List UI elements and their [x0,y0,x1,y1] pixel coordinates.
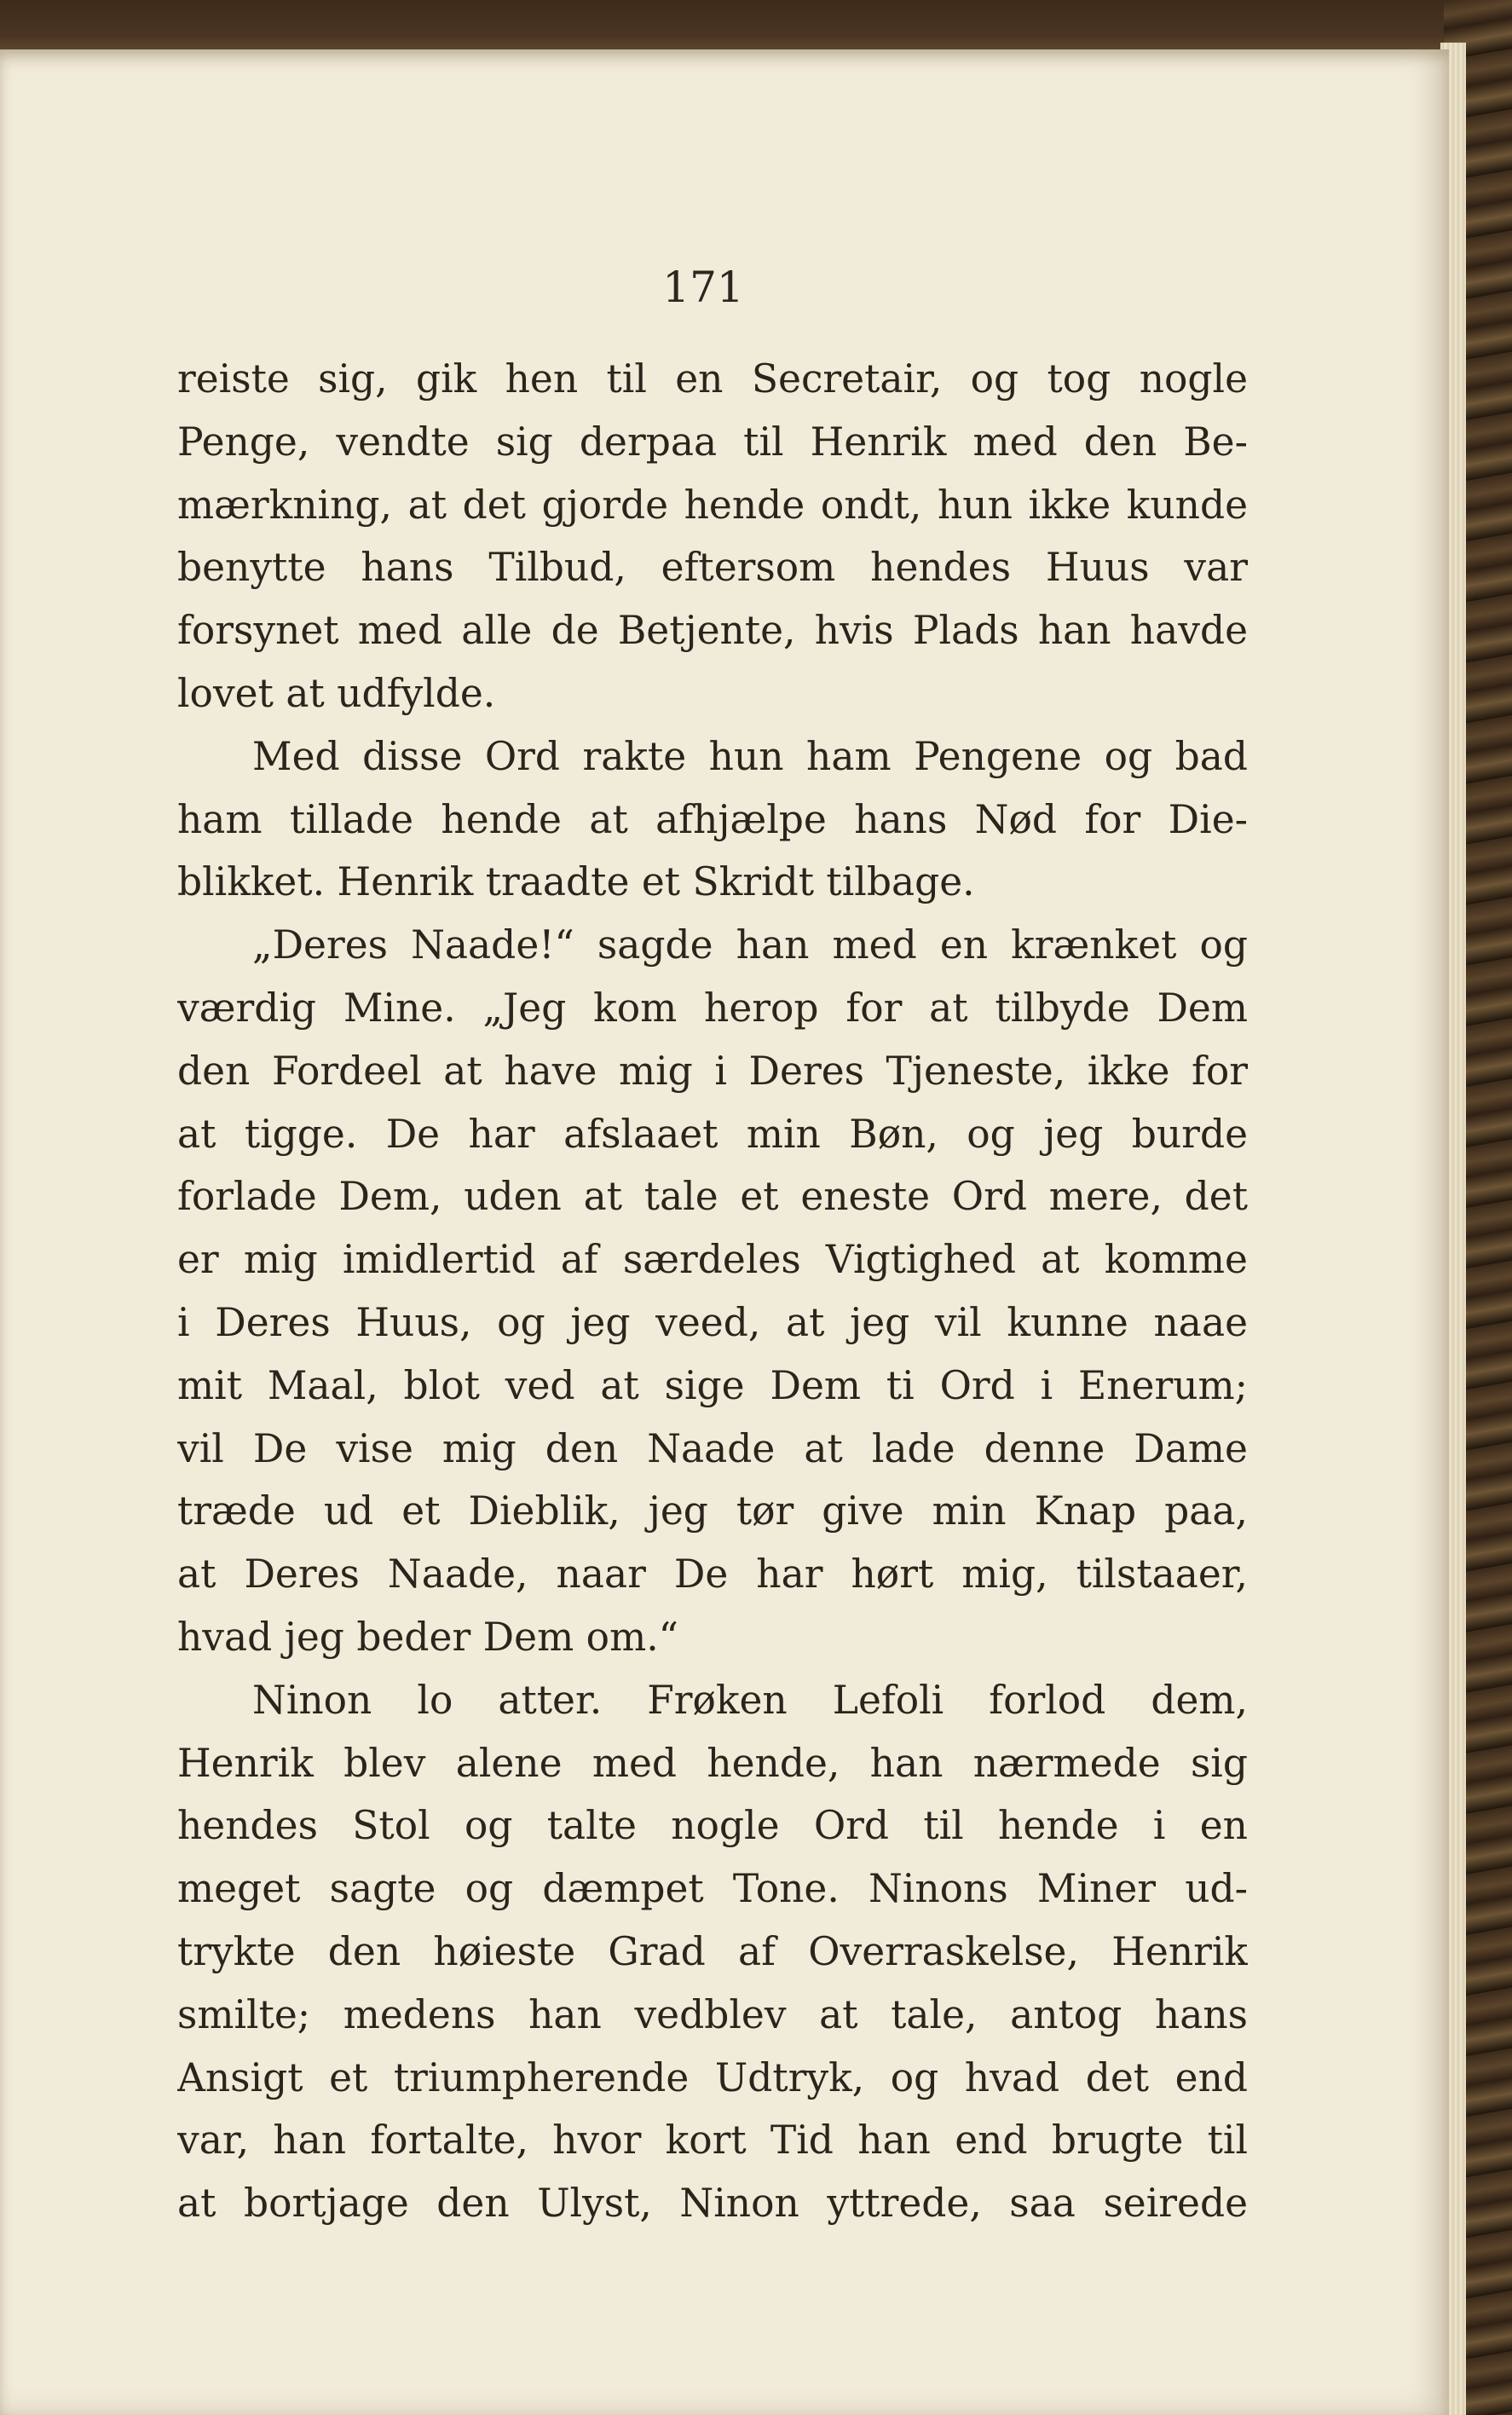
text-line: Ninon lo atter. Frøken Lefoli forlod dem, [252,1677,1248,1723]
text-line: lovet at udfylde. [177,670,496,716]
text-line: Ansigt et triumpherende Udtryk, og hvad det end [177,2054,1248,2100]
body-text [177,348,1248,2235]
text-line: mit Maal, blot ved at sige Dem ti Ord i Enerum; [177,1362,1248,1408]
text-line: forsynet med alle de Betjente, hvis Plads han havde [177,608,1248,654]
text-line: trykte den høieste Grad af Overraskelse, Henrik [177,1928,1248,1974]
text-line: at bortjage den Ulyst, Ninon yttrede, saa seirede [177,2181,1248,2227]
text-line: er mig imidlertid af særdeles Vigtighed at komme [177,1237,1248,1283]
text-line: den Fordeel at have mig i Deres Tjeneste, ikke for [177,1048,1248,1094]
text-line: at Deres Naade, naar De har hørt mig, tilstaaer, [177,1551,1248,1597]
text-line: var, han fortalte, hvor kort Tid han end brugte til [177,2117,1248,2164]
text-line: „Deres Naade!“ sagde han med en krænket og [252,922,1248,968]
text-line: smilte; medens han vedblev at tale, antog hans [177,1991,1248,2037]
text-line: vil De vise mig den Naade at lade denne Dame [177,1425,1248,1471]
text-line: forlade Dem, uden at tale et eneste Ord mere, det [177,1174,1248,1220]
text-line: meget sagte og dæmpet Tone. Ninons Miner ud- [177,1866,1248,1912]
text-line: værdig Mine. „Jeg kom herop for at tilbyde Dem [177,985,1248,1031]
text-line: Penge, vendte sig derpaa til Henrik med den Be- [177,419,1248,465]
text-line: benytte hans Tilbud, eftersom hendes Huus var [177,545,1248,591]
text-line: Med disse Ord rakte hun ham Pengene og bad [252,733,1248,779]
page-number: 171 [662,263,744,312]
text-line: mærkning, at det gjorde hende ondt, hun ikke kunde [177,482,1248,528]
text-line: reiste sig, gik hen til en Secretair, og tog nogle [177,356,1248,402]
book-page [0,49,1449,2415]
text-line: hvad jeg beder Dem om.“ [177,1614,678,1660]
text-line: i Deres Huus, og jeg veed, at jeg vil kunne naae [177,1299,1248,1345]
text-line: Henrik blev alene med hende, han nærmede sig [177,1740,1248,1786]
text-line: at tigge. De har afslaaet min Bøn, og jeg burde [177,1111,1248,1157]
text-line: blikket. Henrik traadte et Skridt tilbage. [177,859,975,905]
text-line: træde ud et Dieblik, jeg tør give min Knap paa, [177,1488,1248,1534]
text-line: ham tillade hende at afhjælpe hans Nød for Die- [177,796,1248,842]
text-line: hendes Stol og talte nogle Ord til hende i en [177,1803,1248,1849]
